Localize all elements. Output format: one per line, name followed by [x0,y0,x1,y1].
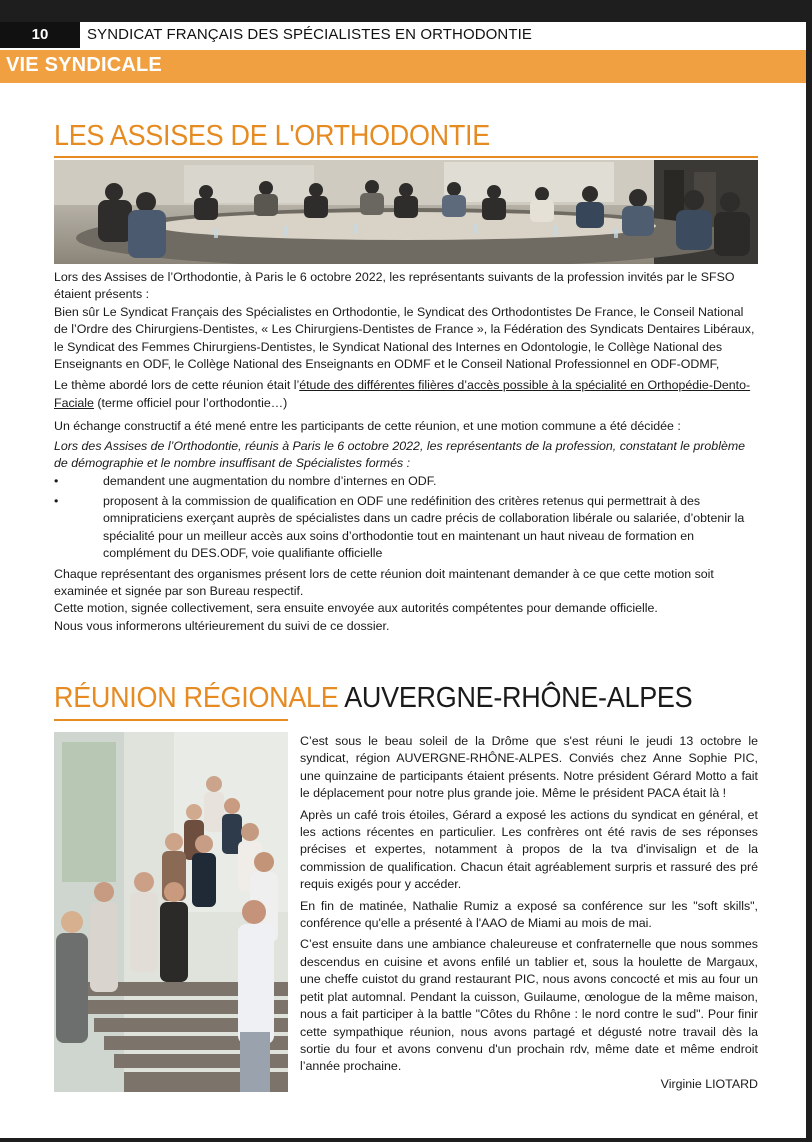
article1-theme-suffix: (terme officiel pour l’orthodontie…) [93,395,288,410]
meeting-photo-illustration [54,160,758,264]
article1-closing-2: Cette motion, signée collectivement, sera ensuite envoyée aux autorités compétentes pour demande officielle. [54,601,658,616]
article2-title-orange: RÉUNION RÉGIONALE [54,682,339,714]
motion-bullet: • demandent une augmentation du nombre d’internes en ODF. [54,473,760,490]
group-photo-illustration [54,732,288,1092]
article2-title-rule [54,719,288,721]
page-header [0,22,806,48]
article2-title [54,682,692,715]
article1-theme-prefix: Le thème abordé lors de cette réunion était l’ [54,378,300,393]
section-title: VIE SYNDICALE [6,54,162,76]
meeting-photo [54,160,758,264]
article1-intro: Lors des Assises de l’Orthodontie, à Paris le 6 octobre 2022, les représentants suivants de la profession invités par le SFSO étaient présents : [54,270,735,302]
article2-title-dark: AUVERGNE-RHÔNE-ALPES [338,682,693,714]
page-number: 10 [0,22,80,48]
article2-paragraph: Après un café trois étoiles, Gérard a exposé les actions du syndicat en général, et les actions récentes en particulier. Les confrères ont été ravis de ses réponses précises et expertes, notamment à propos de la tva d'invisalign et de la commission de qualification. Chacun était agréablement surpris et rassuré des pré requis exigés pour y accéder. [300,807,758,892]
article1-title-rule [54,156,758,158]
article2-signature: Virginie LIOTARD [660,1076,758,1091]
article1-closing-3: Nous vous informerons ultérieurement du suivi de ce dossier. [54,618,390,633]
article1-participants: Bien sûr Le Syndicat Français des Spécialistes en Orthodontie, le Syndicat des Orthodontistes De France, le Conseil National de l’Ordre des Chirurgiens-Dentistes, « Les Chirurgiens-Dentistes de France », la Fédération des Syndicats Dentaires Libéraux, le Syndicat des Femmes Chirurgiens-Dentistes, le Syndicat National des Internes en Odontologie, le Collège National des Enseignants en ODF, le Collège National des Enseignants en ODMF et le Conseil National Professionnel en ODF-ODMF, [54,304,755,372]
article1-exchange: Un échange constructif a été mené entre les participants de cette réunion, et une motion commune a été décidée : [54,419,681,434]
article1-title: LES ASSISES DE L'ORTHODONTIE [54,120,490,152]
motion-bullet-list [54,473,760,562]
article2-paragraph: En fin de matinée, Nathalie Rumiz a exposé sa conférence sur les "soft skills", conférence qu'elle a présenté à l'AAO de Miami au mois de mai. [300,898,758,931]
magazine-page [0,22,806,1138]
motion-bullet: • proposent à la commission de qualification en ODF une redéfinition des critères retenus qui permettrait à des omnipraticiens exerçant auprès de spécialistes dans un cadre précis de collaboration libérale ou salariée, d’obtenir la spécialité pour un meilleur accès aux soins d’orthodontie tout en maintenant un haut niveau de formation en complément du DES.ODF, voie qualifiante officielle [54,493,760,563]
article2-paragraph: C’est sous le beau soleil de la Drôme que s'est réuni le jeudi 13 octobre le syndicat, région AUVERGNE-RHÔNE-ALPES. Conviés chez Anne Sophie PIC, une quinzaine de participants étaient présents. Notre président Gérard Motto a fait le déplacement pour notre plus grande joie. Même le président PACA était là ! [300,734,758,801]
article1-closing-1: Chaque représentant des organismes présent lors de cette réunion doit maintenant demander à ce que cette motion soit examinée et signée par son Bureau respectif. [54,566,714,598]
section-band [0,50,806,83]
article2-paragraph: C’est ensuite dans une ambiance chaleureuse et confraternelle que nous sommes descendus en cuisine et avons enfilé un tablier et, sous la houlette de Margaux, une cheffe cuistot du grand restaurant PIC, nous avons concocté et mis au four un petit plat automnal. Pendant la cuisson, Guilaume, œnologue de la même maison, nous a fait participer à la battle "Côtes du Rhône : le nord contre le sud". Pour finir cette sympathique réunion, nous avons partagé et dégusté notre travail dès la sortie du four et avons convenu d'un prochain rdv, même date et même endroit l’année prochaine. [300,937,758,1074]
article1-motion-intro: Lors des Assises de l’Orthodontie, réunis à Paris le 6 octobre 2022, les représentants de la profession, constatant le problème de démographie et le nombre insuffisant de Spécialistes formés : [54,438,746,471]
article1-body [54,269,760,635]
journal-title: SYNDICAT FRANÇAIS DES SPÉCIALISTES EN ORTHODONTIE [87,26,532,43]
article1-theme-underlined: étude des différentes filières d’accès possible à la spécialité en Orthopédie-Dento-Faciale [54,378,751,410]
article2-body [300,733,758,1097]
group-photo [54,732,288,1092]
article1-theme [54,377,760,412]
